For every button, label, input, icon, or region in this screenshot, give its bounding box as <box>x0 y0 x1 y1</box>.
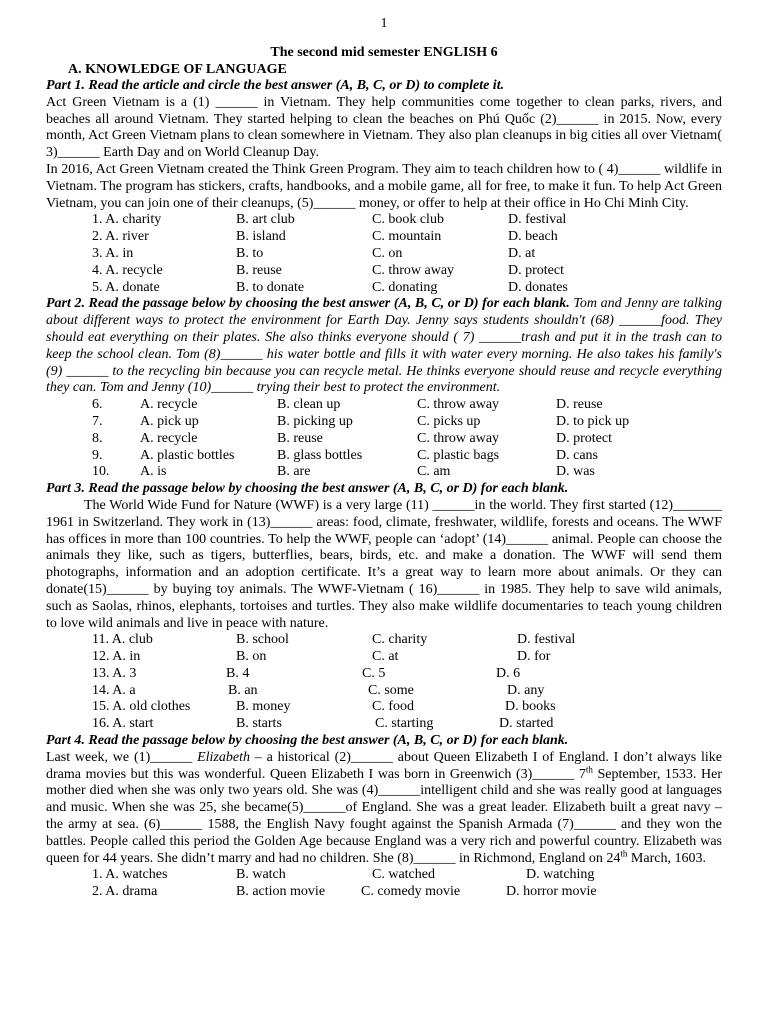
option-row <box>46 884 722 901</box>
option-row <box>46 666 722 683</box>
option-row <box>46 464 722 481</box>
option-b[interactable]: B. clean up <box>277 397 341 413</box>
option-row <box>46 414 722 431</box>
part2-block <box>46 296 722 397</box>
page-title: The second mid semester ENGLISH 6 <box>270 45 498 60</box>
option-b[interactable]: B. action movie <box>236 884 326 900</box>
option-b[interactable]: B. are <box>277 464 311 480</box>
option-b[interactable]: B. starts <box>236 716 282 732</box>
option-row <box>46 263 722 280</box>
option-a[interactable]: 2. A. drama <box>92 884 158 900</box>
option-row <box>46 716 722 733</box>
part3-options <box>46 632 722 733</box>
option-a[interactable]: 4. A. recycle <box>92 262 163 278</box>
option-a[interactable]: A. is <box>140 464 167 480</box>
option-row <box>46 229 722 246</box>
option-row <box>46 632 722 649</box>
option-a[interactable]: 13. A. 3 <box>92 665 137 681</box>
exam-page <box>46 14 722 901</box>
option-a[interactable]: A. pick up <box>140 413 199 429</box>
option-c[interactable]: C. charity <box>372 632 428 648</box>
option-a[interactable]: 3. A. in <box>92 245 134 261</box>
option-a[interactable]: A. plastic bottles <box>140 447 235 463</box>
option-b[interactable]: B. picking up <box>277 413 353 429</box>
option-a[interactable]: 16. A. start <box>92 716 154 732</box>
part1-paragraph-2: In 2016, Act Green Vietnam created the Think Green Program. They aim to teach children how to ( 4)______ wildlife in Vietnam. The program has stickers, crafts, handbooks, and a mobile game, all for free, to make it fun. To help Act Green Vietnam, you can join one of their cleanups, (5)______ money, or offer to help at their office in Ho Chi Minh City. <box>46 161 722 211</box>
option-d[interactable]: D. books <box>505 699 556 715</box>
part1-heading: Part 1. Read the article and circle the best answer (A, B, C, or D) to complete it. <box>46 78 505 93</box>
option-a[interactable]: 11. A. club <box>92 632 153 648</box>
option-d[interactable]: D. at <box>508 245 536 261</box>
option-d[interactable]: D. was <box>556 464 595 480</box>
option-d[interactable]: D. to pick up <box>556 413 630 429</box>
part4-options <box>46 867 722 901</box>
option-c[interactable]: C. throw away <box>417 397 500 413</box>
part3-passage: The World Wide Fund for Nature (WWF) is a very large (11) ______in the world. They first started (12)_______ 1961 in Switzerland. They work in (13)______ areas: food, climate, freshwater, wildlife, forests and oceans. The WWF has offices in more than 100 countries. To help the WWF, people can ‘adopt’ (14)______ animal. People can choose the animals they like, such as tigers, butterflies, bears, birds, etc. and make a donation. The WWF will send them photographs, information and an adoption certificate. It’s a great way to learn more about animals. Or they can donate(15)______ by buying toy animals. The WWF-Vietnam ( 16)______ in 1985. They help to save wild animals, such as Saolas, rhinos, elephants, tortoises and turtles. They also make wildlife documentaries to teach young children to love wild animals and live in peace with nature. <box>46 497 722 631</box>
option-d[interactable]: D. beach <box>508 229 558 245</box>
option-d[interactable]: D. watching <box>526 867 595 883</box>
option-c[interactable]: C. throw away <box>417 430 500 446</box>
option-c[interactable]: C. starting <box>375 716 434 732</box>
option-c[interactable]: C. mountain <box>372 229 442 245</box>
option-d[interactable]: D. protect <box>508 262 564 278</box>
option-a[interactable]: 12. A. in <box>92 649 141 665</box>
part2-heading: Part 2. Read the passage below by choosing the best answer (A, B, C, or D) for each blank. <box>46 296 570 312</box>
option-row <box>46 683 722 700</box>
question-number: 9. <box>92 447 103 463</box>
option-d[interactable]: D. any <box>507 682 545 698</box>
option-c[interactable]: C. on <box>372 245 403 261</box>
option-row <box>46 448 722 465</box>
question-number: 8. <box>92 430 103 446</box>
option-row <box>46 280 722 297</box>
option-row <box>46 397 722 414</box>
option-b[interactable]: B. school <box>236 632 289 648</box>
part4-text-4: March, 1603. <box>627 850 706 866</box>
option-b[interactable]: B. money <box>236 699 291 715</box>
option-c[interactable]: C. food <box>372 699 414 715</box>
option-c[interactable]: C. 5 <box>362 665 386 681</box>
option-d[interactable]: D. horror movie <box>506 884 597 900</box>
part4-text-3: September, 1533. Her mother died when she was only two years old. She was (4)______intelligent child and she was really good at languages and music. When she was 25, she became(5)______of England. She was a great leader. Elizabeth built a great navy – the army at sea. (6)______ 1588, the English Navy fought against the Spanish Armada (7)______ and they won the battles. People called this period the Golden Age because England was a very rich and powerful country. Elizabeth was queen for 44 years. She didn’t marry and had no children. She (8)______ in Richmond, England on 24 <box>46 766 723 866</box>
option-b[interactable]: B. island <box>236 229 286 245</box>
option-a[interactable]: 15. A. old clothes <box>92 699 191 715</box>
option-d[interactable]: D. reuse <box>556 397 603 413</box>
option-a[interactable]: A. recycle <box>140 397 198 413</box>
part4-heading: Part 4. Read the passage below by choosing the best answer (A, B, C, or D) for each blank. <box>46 733 569 749</box>
option-c[interactable]: C. throw away <box>372 262 455 278</box>
part3-heading: Part 3. Read the passage below by choosing the best answer (A, B, C, or D) for each blank. <box>46 481 569 497</box>
part4-passage <box>46 750 722 868</box>
part2-options <box>46 397 722 481</box>
section-heading: A. KNOWLEDGE OF LANGUAGE <box>68 62 287 77</box>
option-c[interactable]: C. book club <box>372 212 444 228</box>
option-d[interactable]: D. festival <box>508 212 567 228</box>
option-b[interactable]: B. art club <box>236 212 295 228</box>
option-c[interactable]: C. picks up <box>417 413 481 429</box>
option-c[interactable]: C. am <box>417 464 451 480</box>
part4-text-1: Last week, we (1)______ <box>46 749 198 765</box>
option-c[interactable]: C. comedy movie <box>361 884 461 900</box>
option-c[interactable]: C. donating <box>372 279 438 295</box>
option-row <box>46 867 722 884</box>
option-b[interactable]: B. glass bottles <box>277 447 363 463</box>
option-a[interactable]: 2. A. river <box>92 229 149 245</box>
movie-title: Elizabeth <box>197 749 250 765</box>
page-number: 1 <box>380 16 388 31</box>
option-d[interactable]: D. protect <box>556 430 612 446</box>
option-d[interactable]: D. festival <box>517 632 576 648</box>
option-c[interactable]: C. plastic bags <box>417 447 500 463</box>
option-a[interactable]: 1. A. charity <box>92 212 162 228</box>
option-c[interactable]: C. watched <box>372 867 435 883</box>
option-b[interactable]: B. on <box>236 649 267 665</box>
option-d[interactable]: D. started <box>499 716 554 732</box>
part1-paragraph-1: Act Green Vietnam is a (1) ______ in Vietnam. They help communities come together to clean parks, rivers, and beaches all around Vietnam. They started helping to clean the beaches on Phú Quốc (2)______ in 2015. Now, every month, Act Green Vietnam plans to clean somewhere in Vietnam. They also plan cleanups in big cities all over Vietnam( 3)______ Earth Day and on World Cleanup Day. <box>46 94 722 161</box>
option-b[interactable]: B. reuse <box>277 430 323 446</box>
option-b[interactable]: B. 4 <box>226 665 250 681</box>
option-d[interactable]: D. cans <box>556 447 598 463</box>
option-a[interactable]: 14. A. a <box>92 682 136 698</box>
part4-text-2: – a historical (2)______ about Queen Elizabeth I of England. I don’t always like drama movies but this was wonderful. Queen Elizabeth I was born in Greenwich (3)______ 7 <box>46 749 722 782</box>
option-a[interactable]: 5. A. donate <box>92 279 160 295</box>
ordinal-suffix: th <box>585 764 593 775</box>
option-a[interactable]: 1. A. watches <box>92 867 168 883</box>
option-d[interactable]: D. 6 <box>496 665 521 681</box>
question-number: 10. <box>92 464 110 480</box>
option-row <box>46 212 722 229</box>
option-row <box>46 431 722 448</box>
option-row <box>46 649 722 666</box>
option-row <box>46 699 722 716</box>
option-b[interactable]: B. watch <box>236 867 286 883</box>
question-number: 7. <box>92 413 103 429</box>
option-c[interactable]: C. some <box>368 682 414 698</box>
ordinal-suffix: th <box>620 848 628 858</box>
option-b[interactable]: B. an <box>228 682 258 698</box>
option-a[interactable]: A. recycle <box>140 430 198 446</box>
option-d[interactable]: D. donates <box>508 279 568 295</box>
question-number: 6. <box>92 397 103 413</box>
option-b[interactable]: B. to donate <box>236 279 305 295</box>
option-b[interactable]: B. reuse <box>236 262 282 278</box>
option-b[interactable]: B. to <box>236 245 264 261</box>
part2-passage: Tom and Jenny are talking about different ways to protect the environment for Earth Day. Jenny says students shouldn't (68) ______food. They should eat everything on their plates. She also thinks everyone should ( 7) ______trash and put it in the trash can to keep the school clean. Tom (8)______ his water bottle and fills it with water every morning. He also takes his family's (9) ______ to the recycling bin because you can recycle metal. He thinks everyone should reuse and recycle everything they can. Tom and Jenny (10)______ trying their best to protect the environment. <box>46 296 723 396</box>
option-c[interactable]: C. at <box>372 649 399 665</box>
option-d[interactable]: D. for <box>517 649 551 665</box>
option-row <box>46 246 722 263</box>
part1-options <box>46 212 722 296</box>
